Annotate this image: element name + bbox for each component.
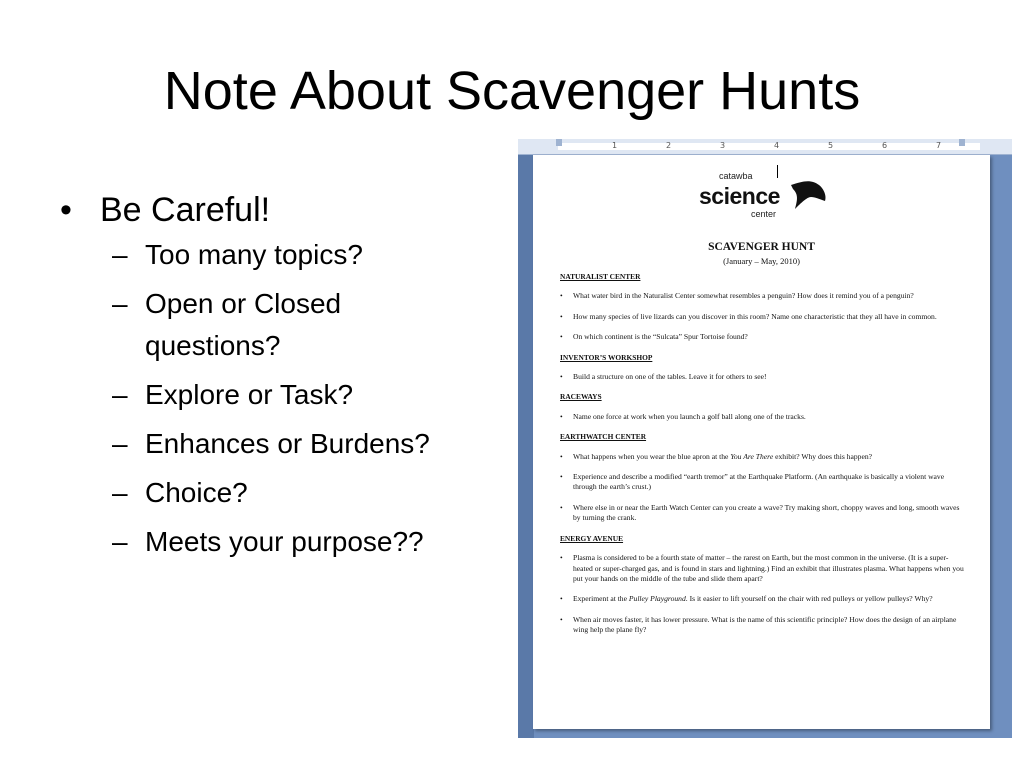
bullet-dot-icon: • — [560, 594, 563, 604]
sub-bullet-text: Explore or Task? — [145, 379, 354, 410]
item-text: Experience and describe a modified “earth tremor” at the Earthquake Platform. (An earthquake is basically a violent wave through the earth’s crust.) — [573, 472, 945, 492]
ruler-number: 7 — [936, 141, 942, 150]
ruler-number: 3 — [720, 141, 726, 150]
section-heading: ENERGY AVENUE — [560, 533, 624, 543]
logo-main-text: science — [699, 183, 780, 209]
list-item — [560, 452, 966, 462]
document-title: SCAVENGER HUNT — [708, 241, 815, 253]
page-gutter — [518, 155, 534, 738]
bullet-dot-icon: • — [560, 291, 563, 301]
list-item — [560, 553, 966, 584]
exhibit-name: Pulley Playground — [628, 594, 686, 604]
ruler-number: 1 — [612, 141, 618, 150]
document-subtitle: (January – May, 2010) — [723, 256, 800, 266]
bullet-dot-icon: • — [560, 372, 563, 382]
bullet-dot-icon: • — [560, 411, 563, 421]
bullet-item — [60, 188, 480, 232]
sub-bullet-text: Choice? — [145, 477, 248, 508]
sub-bullet-item — [112, 521, 480, 563]
document-body — [560, 272, 966, 646]
item-text: On which continent is the “Sulcata” Spur Tortoise found? — [573, 332, 748, 342]
bullet-dot-icon: • — [560, 502, 563, 512]
manta-ray-icon — [789, 175, 829, 211]
bullet-dot-icon: • — [560, 451, 563, 461]
science-center-logo — [699, 171, 829, 223]
bullet-text: Be Careful! — [100, 191, 271, 229]
dash-icon: – — [112, 477, 128, 508]
bullet-dot-icon: • — [560, 553, 563, 563]
list-item — [560, 312, 966, 322]
item-text: When air moves faster, it has lower pressure. What is the name of this scientific principle? How does the design of an airplane wing help the plane fly? — [573, 614, 957, 635]
item-text: Build a structure on one of the tables. Leave it for others to see! — [573, 372, 767, 382]
sub-bullet-text: Open or Closed questions? — [145, 288, 342, 361]
list-item — [560, 372, 966, 382]
ruler-number: 6 — [882, 141, 888, 150]
item-text: How many species of live lizards can you discover in this room? Name one characteristic that they all have in common. — [573, 311, 937, 321]
document-page[interactable] — [533, 155, 990, 729]
item-text: Plasma is considered to be a fourth state of matter – the rarest on Earth, but the most common in the universe. (It is a super-heated or super-charged gas, and is found in stars and lightning.) Find an exhibit that illustrates plasma. What happens when you put your hands on the middle of the tube and slide them apart? — [573, 553, 964, 583]
sub-bullet-item — [112, 283, 480, 367]
sub-bullet-text: Enhances or Burdens? — [145, 428, 430, 459]
slide-title: Note About Scavenger Hunts — [163, 61, 861, 121]
list-item — [560, 503, 966, 524]
item-text: Where else in or near the Earth Watch Center can you create a wave? Try making short, choppy waves and long, smooth waves by turning the crank. — [573, 502, 960, 523]
list-item — [560, 594, 966, 604]
bullet-list — [60, 188, 480, 570]
list-item — [560, 412, 966, 422]
ruler-number: 5 — [828, 141, 834, 150]
dash-icon: – — [112, 288, 128, 319]
sub-bullet-item — [112, 472, 480, 514]
item-text: Name one force at work when you launch a golf ball along one of the tracks. — [573, 411, 806, 421]
section-heading: NATURALIST CENTER — [560, 272, 641, 281]
list-item — [560, 615, 966, 636]
document-screenshot — [518, 139, 1012, 738]
ruler-track — [558, 143, 980, 150]
sub-bullet-item — [112, 374, 480, 416]
exhibit-name: You Are There — [730, 451, 774, 461]
section-heading: INVENTOR’S WORKSHOP — [560, 352, 653, 362]
section-heading: RACEWAYS — [560, 392, 602, 402]
dash-icon: – — [112, 379, 128, 410]
bullet-dot-icon: • — [560, 332, 563, 342]
section-heading: EARTHWATCH CENTER — [560, 432, 647, 442]
dash-icon: – — [112, 526, 128, 557]
item-text: What water bird in the Naturalist Center somewhat resembles a penguin? How does it remind you of a penguin? — [573, 291, 914, 301]
bullet-dot-icon: • — [560, 614, 563, 624]
bullet-dot-icon: • — [560, 311, 563, 321]
sub-bullet-text: Meets your purpose?? — [145, 526, 424, 557]
item-text: Experiment at the Pulley Playground. Is it easier to lift yourself on the chair with red pulleys or yellow pulleys? Why? — [573, 594, 933, 604]
sub-bullet-text: Too many topics? — [145, 239, 363, 270]
bullet-dot-icon: • — [560, 472, 563, 482]
dash-icon: – — [112, 428, 128, 459]
sub-bullet-item — [112, 234, 480, 276]
logo-bottom-text: center — [751, 209, 777, 219]
item-text: What happens when you wear the blue apron at the You Are There exhibit? Why does this happen? — [573, 451, 872, 461]
left-indent-marker-icon[interactable] — [556, 139, 562, 146]
list-item — [560, 291, 966, 301]
ruler-number: 2 — [666, 141, 672, 150]
right-indent-marker-icon[interactable] — [959, 139, 965, 146]
bullet-dot-icon: • — [60, 191, 72, 229]
list-item — [560, 332, 966, 342]
ruler-number: 4 — [774, 141, 780, 150]
horizontal-ruler[interactable] — [518, 139, 1012, 155]
logo-top-text: catawba — [719, 171, 753, 181]
dash-icon: – — [112, 239, 128, 270]
list-item — [560, 472, 966, 493]
sub-bullet-item — [112, 423, 480, 465]
